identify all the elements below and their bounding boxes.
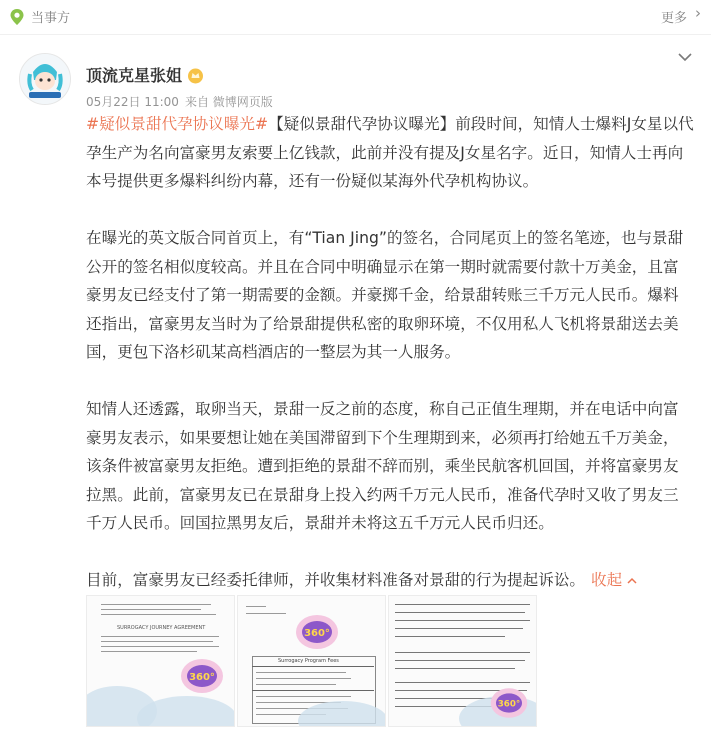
image-caption: SURROGACY JOURNEY AGREEMENT	[117, 625, 206, 631]
paragraph-3: 知情人还透露，取卵当天，景甜一反之前的态度，称自己正值生理期，并在电话中向富豪男友表示，如果要想让她在美国滞留到下个生理期到来，必须再打给她五千万美金，该条件被富豪男友拒绝。遭到拒绝的景甜不辞而别，乘坐民航客机回国，并将富豪男友拉黑。此前，富豪男友已在景甜身上投入约两千万元人民币，准备代孕时又收了男友三千万人民币。回国拉黑男友后，景甜并未将这五千万元人民币归还。	[86, 400, 679, 532]
chevron-right-icon[interactable]: ›	[695, 4, 701, 22]
agency-logo-text: 360°	[497, 699, 521, 710]
section-title: 当事方	[31, 11, 71, 26]
image-gallery	[86, 595, 586, 725]
avatar-image	[20, 54, 70, 104]
image-thumbnail[interactable]	[388, 595, 537, 727]
agency-logo	[179, 656, 225, 696]
hashtag-link[interactable]: #疑似景甜代孕协议曝光#	[86, 115, 269, 133]
image-caption: Surrogacy Program Fees	[278, 658, 339, 664]
username[interactable]: 顶流克星张姐	[86, 66, 183, 85]
chevron-up-icon[interactable]	[627, 577, 637, 585]
paragraph-2: 在曝光的英文版合同首页上，有“Tian Jing”的签名，合同尾页上的签名笔迹，也与景甜公开的签名相似度较高。并且在合同中明确显示在第一期时就需要付款十万美金，且富豪男友已经支付了第一期需要的金额。并豪掷千金，给景甜转账三千万元人民币。爆料还指出，富豪男友当时为了给景甜提供私密的取卵环境，不仅用私人飞机将景甜送去美国，更包下洛杉矶某高档酒店的一整层为其一人服务。	[86, 229, 684, 361]
image-thumbnail[interactable]	[86, 595, 235, 727]
post-meta	[86, 93, 273, 110]
collapse-label[interactable]: 收起	[591, 571, 623, 589]
top-bar	[0, 0, 711, 34]
agency-logo	[489, 684, 529, 722]
post-source: 来自 微博网页版	[184, 95, 273, 109]
location-pin-icon	[9, 8, 25, 26]
paragraph-text: 【疑似景甜代孕协议曝光】前段时间，知情人士爆料J女星以代孕生产为名向富豪男友索要上亿钱款，此前并没有提及J女星名字。近日，知情人士再向本号提供更多爆料纠纷内幕，还有一份疑似某海外代孕机构协议。	[86, 115, 694, 190]
chevron-down-icon[interactable]	[678, 52, 692, 62]
post-content	[86, 110, 694, 623]
agency-logo	[294, 612, 340, 652]
paragraph-4	[86, 566, 694, 595]
paragraph-text: 目前，富豪男友已经委托律师，并收集材料准备对景甜的行为提起诉讼。	[86, 571, 586, 589]
collapse-link[interactable]	[591, 571, 637, 589]
image-thumbnail[interactable]	[237, 595, 386, 727]
divider	[0, 34, 711, 35]
vip-badge-icon	[187, 67, 204, 84]
avatar[interactable]	[19, 53, 71, 105]
paragraph-1	[86, 110, 694, 196]
more-link[interactable]: 更多	[660, 11, 687, 26]
agency-logo-text: 360°	[189, 672, 215, 683]
agency-logo-text: 360°	[304, 628, 330, 639]
post-date[interactable]: 05月22日 11:00	[86, 95, 179, 109]
